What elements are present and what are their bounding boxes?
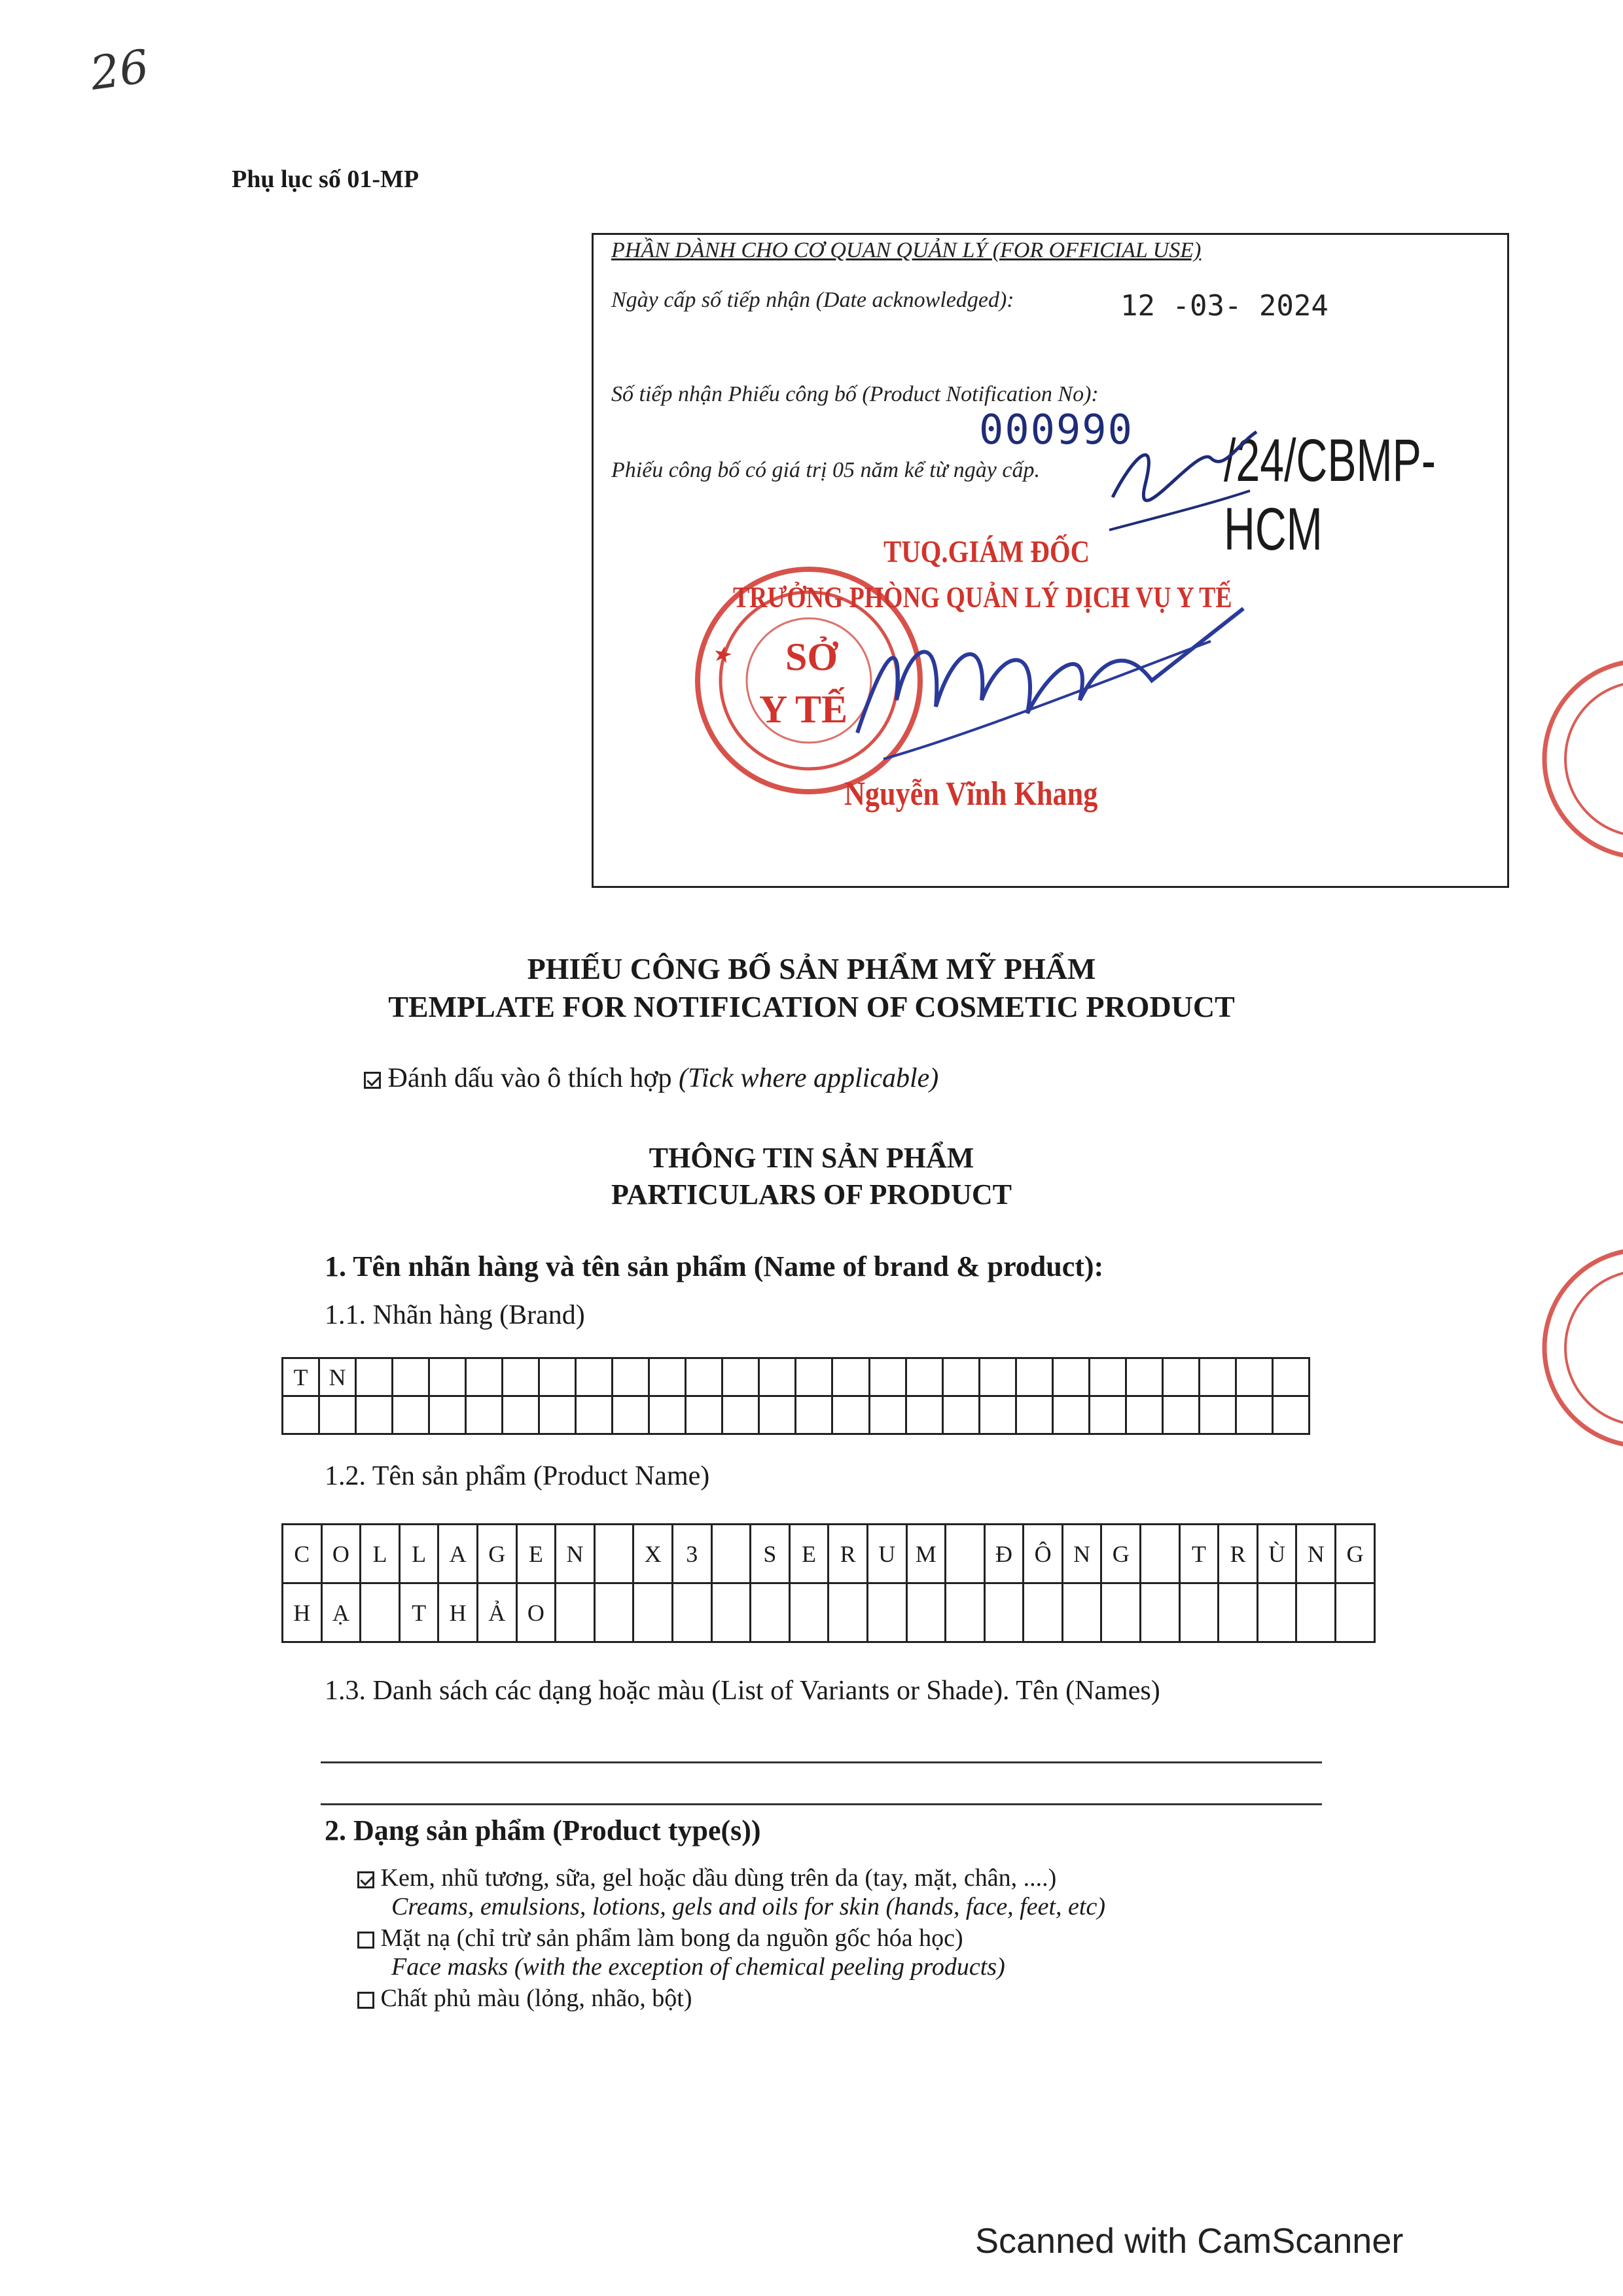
question-1-1: 1.1. Nhãn hàng (Brand)	[325, 1300, 585, 1330]
grid-cell[interactable]	[867, 1583, 906, 1642]
grid-cell[interactable]	[633, 1583, 673, 1642]
grid-cell[interactable]	[319, 1396, 356, 1434]
section-heading-en: PARTICULARS OF PRODUCT	[611, 1178, 1012, 1210]
grid-cell[interactable]	[1052, 1358, 1089, 1396]
date-value: 12 -03- 2024	[1120, 289, 1329, 323]
title-vietnamese: PHIẾU CÔNG BỐ SẢN PHẨM MỸ PHẨM	[527, 952, 1096, 985]
tick-note	[364, 1063, 938, 1094]
grid-cell[interactable]	[789, 1583, 829, 1642]
grid-cell[interactable]	[906, 1358, 942, 1396]
grid-cell[interactable]	[503, 1358, 539, 1396]
product-type-en: Creams, emulsions, lotions, gels and oils for skin (hands, face, feet, etc)	[391, 1893, 1105, 1920]
signer-name: Nguyễn Vĩnh Khang	[844, 775, 1098, 813]
grid-cell[interactable]	[711, 1525, 751, 1583]
product-type-2[interactable]	[357, 1924, 1105, 1952]
grid-cell[interactable]	[576, 1396, 613, 1434]
grid-cell[interactable]	[686, 1396, 722, 1434]
grid-cell[interactable]: Ô	[1024, 1525, 1063, 1583]
grid-cell[interactable]	[1272, 1396, 1309, 1434]
grid-cell[interactable]	[1089, 1396, 1126, 1434]
grid-cell[interactable]	[1296, 1583, 1336, 1642]
grid-cell[interactable]	[393, 1358, 429, 1396]
grid-cell[interactable]	[1199, 1358, 1236, 1396]
grid-cell[interactable]: T	[283, 1358, 319, 1396]
grid-cell[interactable]: C	[283, 1525, 322, 1583]
notification-number: 000990	[979, 406, 1133, 453]
grid-cell[interactable]	[1024, 1583, 1063, 1642]
title-english: TEMPLATE FOR NOTIFICATION OF COSMETIC PRODUCT	[388, 990, 1235, 1023]
grid-cell[interactable]	[466, 1396, 503, 1434]
grid-cell[interactable]	[356, 1358, 393, 1396]
grid-cell[interactable]	[1162, 1358, 1199, 1396]
grid-cell[interactable]: S	[751, 1525, 790, 1583]
grid-cell[interactable]	[946, 1583, 985, 1642]
checkbox-icon[interactable]	[357, 1932, 374, 1949]
grid-cell[interactable]	[649, 1358, 686, 1396]
tick-note-vi: Đánh dấu vào ô thích hợp	[387, 1063, 672, 1093]
grid-cell[interactable]	[1272, 1358, 1309, 1396]
grid-cell[interactable]: U	[867, 1525, 906, 1583]
grid-cell[interactable]	[906, 1396, 942, 1434]
grid-cell[interactable]	[429, 1396, 466, 1434]
grid-cell[interactable]	[1336, 1583, 1375, 1642]
official-heading: PHẦN DÀNH CHO CƠ QUAN QUẢN LÝ (FOR OFFICIAL USE)	[611, 238, 1202, 262]
grid-cell[interactable]	[722, 1396, 759, 1434]
grid-cell[interactable]	[1052, 1396, 1089, 1434]
grid-cell[interactable]	[832, 1396, 869, 1434]
grid-cell[interactable]	[649, 1396, 686, 1434]
grid-cell[interactable]	[869, 1358, 906, 1396]
product-type-en: Face masks (with the exception of chemical peeling products)	[391, 1953, 1005, 1981]
grid-cell[interactable]	[751, 1583, 790, 1642]
partial-stamp-icon	[1531, 1243, 1623, 1453]
grid-cell[interactable]	[1101, 1583, 1141, 1642]
grid-cell[interactable]	[1089, 1358, 1126, 1396]
grid-cell[interactable]	[1016, 1396, 1052, 1434]
sample-checkbox-icon	[364, 1072, 381, 1089]
grid-cell[interactable]	[1236, 1396, 1272, 1434]
grid-cell[interactable]	[539, 1396, 576, 1434]
product-type-vi: Mặt nạ (chỉ trừ sản phẩm làm bong da nguồn gốc hóa học)	[380, 1924, 963, 1952]
grid-cell[interactable]: R	[1219, 1525, 1258, 1583]
grid-cell[interactable]: N	[556, 1525, 595, 1583]
grid-cell[interactable]	[503, 1396, 539, 1434]
grid-cell[interactable]	[832, 1358, 869, 1396]
product-type-1[interactable]	[357, 1863, 1105, 1892]
grid-cell[interactable]	[1141, 1583, 1180, 1642]
grid-cell[interactable]: A	[438, 1525, 478, 1583]
grid-cell[interactable]	[356, 1396, 393, 1434]
grid-cell[interactable]: T	[1179, 1525, 1219, 1583]
grid-cell[interactable]	[946, 1525, 985, 1583]
grid-cell[interactable]	[672, 1583, 711, 1642]
signer-title-1: TUQ.GIÁM ĐỐC	[883, 535, 1090, 569]
question-2: 2. Dạng sản phẩm (Product type(s))	[325, 1814, 761, 1846]
grid-cell[interactable]: 3	[672, 1525, 711, 1583]
section-heading-vi: THÔNG TIN SẢN PHẨM	[649, 1142, 974, 1174]
grid-cell[interactable]: M	[906, 1525, 946, 1583]
handwritten-mark: 26	[86, 39, 152, 101]
variant-line-1[interactable]	[321, 1761, 1322, 1763]
grid-cell[interactable]: E	[789, 1525, 829, 1583]
grid-cell[interactable]	[466, 1358, 503, 1396]
grid-cell[interactable]	[1062, 1583, 1101, 1642]
grid-cell[interactable]: G	[1336, 1525, 1375, 1583]
variant-line-2[interactable]	[321, 1803, 1322, 1805]
grid-cell[interactable]	[1236, 1358, 1272, 1396]
partial-stamp-icon	[1531, 654, 1623, 864]
grid-cell[interactable]	[722, 1358, 759, 1396]
grid-cell[interactable]	[1141, 1525, 1180, 1583]
grid-cell[interactable]: O	[321, 1525, 361, 1583]
grid-cell[interactable]	[556, 1583, 595, 1642]
question-1-3: 1.3. Danh sách các dạng hoặc màu (List of Variants or Shade). Tên (Names)	[325, 1676, 1160, 1706]
grid-row	[283, 1583, 1375, 1642]
grid-row	[283, 1358, 1310, 1396]
grid-cell[interactable]	[759, 1396, 796, 1434]
grid-cell[interactable]	[979, 1358, 1016, 1396]
tick-note-en: (Tick where applicable)	[678, 1063, 939, 1093]
date-label: Ngày cấp số tiếp nhận (Date acknowledged):	[611, 288, 1014, 312]
grid-cell[interactable]: O	[516, 1583, 556, 1642]
grid-cell[interactable]: N	[1062, 1525, 1101, 1583]
grid-cell[interactable]: N	[1296, 1525, 1336, 1583]
notification-suffix: /24/CBMP-HCM	[1224, 427, 1436, 563]
grid-cell[interactable]	[942, 1396, 979, 1434]
grid-cell[interactable]	[594, 1583, 633, 1642]
stamp-center-line-1: SỞ	[785, 635, 838, 679]
grid-cell[interactable]	[869, 1396, 906, 1434]
grid-cell[interactable]	[1126, 1358, 1162, 1396]
grid-cell[interactable]	[906, 1583, 946, 1642]
grid-cell[interactable]	[984, 1583, 1024, 1642]
signer-title-2: TRƯỞNG PHÒNG QUẢN LÝ DỊCH VỤ Y TẾ	[733, 580, 1232, 614]
grid-cell[interactable]: Ả	[477, 1583, 516, 1642]
checkbox-icon[interactable]	[357, 1992, 374, 2009]
grid-cell[interactable]	[759, 1358, 796, 1396]
grid-cell[interactable]	[594, 1525, 633, 1583]
grid-cell[interactable]	[796, 1358, 832, 1396]
grid-cell[interactable]	[361, 1583, 400, 1642]
grid-cell[interactable]	[711, 1583, 751, 1642]
handwriting-stroke	[1106, 419, 1263, 537]
product-type-3[interactable]	[357, 1984, 1105, 2013]
brand-grid	[281, 1357, 1310, 1435]
grid-cell[interactable]	[829, 1583, 868, 1642]
grid-cell[interactable]	[979, 1396, 1016, 1434]
grid-cell[interactable]: R	[829, 1525, 868, 1583]
grid-cell[interactable]	[429, 1358, 466, 1396]
grid-cell[interactable]	[1126, 1396, 1162, 1434]
grid-cell[interactable]: G	[477, 1525, 516, 1583]
notification-label: Số tiếp nhận Phiếu công bố (Product Notification No):	[611, 382, 1099, 406]
grid-cell[interactable]: N	[319, 1358, 356, 1396]
grid-cell[interactable]	[1257, 1583, 1296, 1642]
grid-row	[283, 1396, 1310, 1434]
grid-cell[interactable]	[1162, 1396, 1199, 1434]
grid-cell[interactable]: Đ	[984, 1525, 1024, 1583]
checkbox-icon[interactable]	[357, 1871, 374, 1888]
grid-cell[interactable]	[283, 1396, 319, 1434]
grid-cell[interactable]: E	[516, 1525, 556, 1583]
grid-cell[interactable]	[539, 1358, 576, 1396]
grid-cell[interactable]: H	[438, 1583, 478, 1642]
grid-cell[interactable]	[393, 1396, 429, 1434]
appendix-label: Phụ lục số 01-MP	[232, 166, 419, 193]
stamp-center-line-2: Y TẾ	[759, 688, 848, 731]
grid-cell[interactable]: H	[283, 1583, 322, 1642]
grid-cell[interactable]	[576, 1358, 613, 1396]
grid-cell[interactable]: Ạ	[321, 1583, 361, 1642]
product-type-vi: Kem, nhũ tương, sữa, gel hoặc dầu dùng trên da (tay, mặt, chân, ....)	[380, 1864, 1057, 1892]
product-type-vi: Chất phủ màu (lỏng, nhão, bột)	[380, 1985, 692, 2012]
grid-cell[interactable]	[796, 1396, 832, 1434]
validity-label: Phiếu công bố có giá trị 05 năm kể từ ngày cấp.	[611, 458, 1040, 482]
grid-cell[interactable]	[613, 1396, 649, 1434]
svg-text:★: ★	[709, 642, 737, 668]
grid-cell[interactable]	[1219, 1583, 1258, 1642]
grid-cell[interactable]	[1179, 1583, 1219, 1642]
grid-row	[283, 1525, 1375, 1583]
grid-cell[interactable]	[613, 1358, 649, 1396]
grid-cell[interactable]	[942, 1358, 979, 1396]
signature-icon	[844, 602, 1263, 772]
grid-cell[interactable]	[686, 1358, 722, 1396]
product-name-grid	[281, 1523, 1376, 1643]
question-1-2: 1.2. Tên sản phẩm (Product Name)	[325, 1461, 710, 1491]
grid-cell[interactable]: X	[633, 1525, 673, 1583]
grid-cell[interactable]: Ù	[1257, 1525, 1296, 1583]
grid-cell[interactable]: G	[1101, 1525, 1141, 1583]
grid-cell[interactable]	[1016, 1358, 1052, 1396]
grid-cell[interactable]	[1199, 1396, 1236, 1434]
grid-cell[interactable]: L	[361, 1525, 400, 1583]
question-1: 1. Tên nhãn hàng và tên sản phẩm (Name of brand & product):	[325, 1250, 1104, 1282]
camscanner-watermark: Scanned with CamScanner	[975, 2221, 1404, 2261]
grid-cell[interactable]: T	[399, 1583, 438, 1642]
product-types-list	[357, 1863, 1105, 2013]
grid-cell[interactable]: L	[399, 1525, 438, 1583]
